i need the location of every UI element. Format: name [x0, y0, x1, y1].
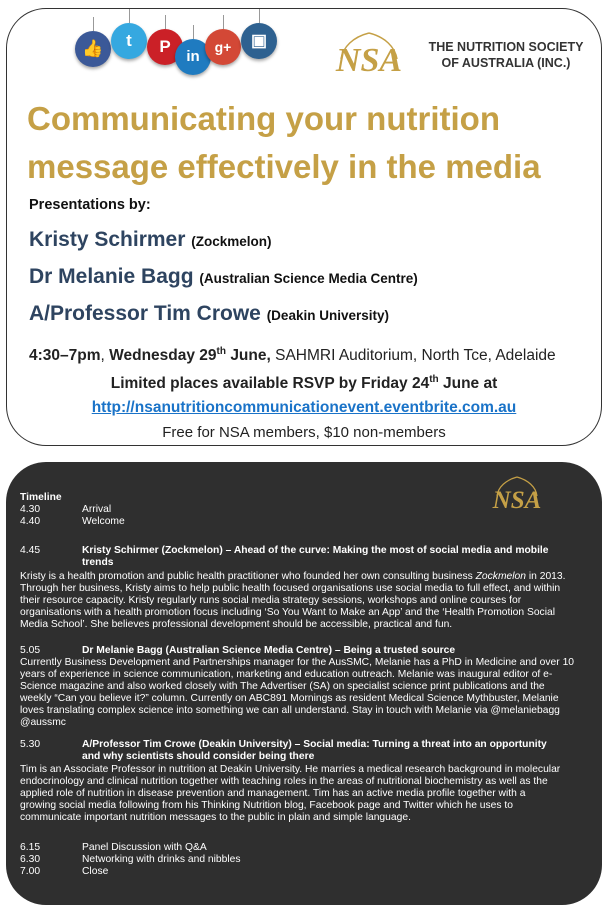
timeline-label: Networking with drinks and nibbles: [82, 854, 241, 866]
desc-line: years of experience in science communication, marketing and education outreach. Melanie was inaugural editor of e-: [20, 669, 553, 681]
rsvp-end: June at: [442, 375, 498, 393]
linkedin-icon[interactable]: in: [175, 39, 211, 75]
timeline-label: Arrival: [82, 504, 112, 515]
talk-1-description: [20, 571, 592, 631]
talk-title-cont: and why scientists should consider being there: [82, 751, 315, 763]
presented-by-label: Presentations by:: [29, 197, 151, 213]
rsvp-main: Limited places available RSVP by Friday 24: [110, 375, 430, 393]
speaker-2: [29, 265, 418, 289]
talk-3-heading: [20, 739, 592, 763]
event-venue: SAHMRI Auditorium, North Tce, Adelaide: [275, 347, 556, 365]
timeline-time: 6.30: [20, 854, 41, 866]
timeline-time: 4.40: [20, 516, 41, 528]
title-line-1: Communicating your nutrition: [27, 100, 500, 137]
nsa-logo-small-text: NSA: [492, 487, 542, 514]
talk-title-cont: trends: [82, 557, 114, 569]
talk-time: 5.05: [20, 645, 41, 656]
desc-line: applied role of nutrition in disease prevention and management. Tim has an active media profile together with a: [20, 788, 526, 800]
desc-line: growing social media following from his Thinking Nutrition blog, Facebook page and Twitter which he uses to: [20, 800, 513, 812]
talk-time: 4.45: [20, 545, 41, 556]
timeline-intro: [20, 504, 125, 528]
speaker-affiliation: (Australian Science Media Centre): [199, 271, 418, 286]
event-day: Wednesday 29: [109, 347, 217, 365]
talk-3-description: [20, 764, 592, 824]
desc-line: weekly “Can you believe it?” column. Currently on ABC891 Mornings as resident Medical Science Mythbuster, Melanie: [20, 693, 559, 705]
timeline-time: 6.15: [20, 842, 41, 853]
talk-title: Kristy Schirmer (Zockmelon) – Ahead of the curve: Making the most of social media and mobile: [82, 545, 549, 556]
org-name-line2: OF AUSTRALIA (INC.): [441, 56, 571, 70]
event-time: 4:30–7pm: [29, 347, 101, 365]
speaker-affiliation: (Zockmelon): [191, 234, 272, 249]
timeline-label: Close: [82, 866, 109, 878]
nsa-logo-small: [484, 474, 550, 516]
talk-1-heading: [20, 545, 592, 569]
talk-2-heading: [20, 645, 592, 657]
speaker-name: Dr Melanie Bagg: [29, 265, 194, 288]
google-plus-icon[interactable]: g+: [205, 29, 241, 65]
twitter-icon[interactable]: t: [111, 23, 147, 59]
facebook-icon[interactable]: 👍: [75, 31, 111, 67]
nsa-logo-text: NSA: [335, 42, 403, 79]
talk-title: A/Professor Tim Crowe (Deakin University) – Social media: Turning a threat into an opportunity: [82, 739, 547, 750]
timeline-row: [20, 842, 241, 854]
timeline-outro: [20, 842, 241, 879]
speaker-3: [29, 302, 389, 326]
event-day-sup: th: [216, 346, 226, 357]
instagram-icon[interactable]: ▣: [241, 23, 277, 59]
timeline-row: [20, 866, 241, 878]
event-month: June,: [230, 347, 271, 365]
desc-line: loves translating complex science into something we can all understand. Stay in touch with Melanie via @melaniebagg: [20, 705, 560, 717]
timeline-panel: [6, 462, 602, 905]
timeline-heading: Timeline: [20, 492, 62, 503]
desc-line: organisations with a health promotion focus including ‘So You Want to Make an App’ and the ‘Health Promotion Social: [20, 607, 556, 619]
org-name-line1: THE NUTRITION SOCIETY: [428, 40, 584, 54]
talk-2-description: [20, 657, 592, 730]
rsvp-sup: th: [429, 374, 439, 385]
desc-line: Science magazine and also worked closely with The Advertiser (SA) on specialist science print publications and the: [20, 681, 545, 693]
pinterest-icon[interactable]: P: [147, 29, 183, 65]
social-icons-row: [73, 13, 293, 79]
price-info: Free for NSA members, $10 non-members: [162, 424, 446, 441]
desc-line: Through her business, Kristy aims to help public health focused organisations use social media to full effect, and within: [20, 583, 561, 595]
timeline-row: [20, 516, 125, 528]
timeline-label: Welcome: [82, 516, 125, 528]
timeline-row: [20, 854, 241, 866]
talk-time: 5.30: [20, 739, 41, 750]
desc-line: communicate important nutrition messages to the public in plain and simple language.: [20, 812, 411, 824]
timeline-row: [20, 504, 125, 516]
page-title: [27, 95, 597, 191]
speaker-affiliation: (Deakin University): [266, 308, 389, 323]
desc-line: @aussmc: [20, 717, 66, 729]
desc-line: Media School’. She believes professional development should be accessible, practical and fun.: [20, 619, 453, 631]
rsvp-link[interactable]: http://nsanutritioncommunicationevent.eventbrite.com.au: [91, 399, 517, 416]
timeline-label: Panel Discussion with Q&A: [82, 842, 207, 853]
desc-line: Currently Business Development and Partnerships manager for the AusSMC, Melanie has a PhD in Medicine and over 10: [20, 657, 575, 668]
nsa-logo: [323, 29, 415, 81]
desc-line: their resource capacity. Kristy regularly runs social media strategy sessions, workshops and online courses for: [20, 595, 522, 607]
timeline-time: 4.30: [20, 504, 41, 515]
event-datetime: 4:30–7pm, Wednesday 29th June, SAHMRI Auditorium, North Tce, Adelaide: [29, 346, 556, 365]
desc-line: Kristy is a health promotion and public health practitioner who founded her own consulting business Zockmelon in 2013.: [20, 571, 566, 582]
org-name: [421, 39, 591, 71]
title-line-2: message effectively in the media: [27, 148, 541, 185]
rsvp-text: [0, 374, 608, 393]
speaker-1: [29, 228, 272, 252]
desc-line: endocrinology and clinical nutrition together with teaching roles in the areas of nutritional biochemistry as well as the: [20, 776, 548, 788]
talk-title: Dr Melanie Bagg (Australian Science Media Centre) – Being a trusted source: [82, 645, 456, 656]
speaker-name: Kristy Schirmer: [29, 228, 186, 251]
timeline-time: 7.00: [20, 866, 41, 878]
speaker-name: A/Professor Tim Crowe: [29, 302, 261, 325]
desc-line: Tim is an Associate Professor in nutrition at Deakin University. He marries a medical research background in molecular: [20, 764, 561, 775]
